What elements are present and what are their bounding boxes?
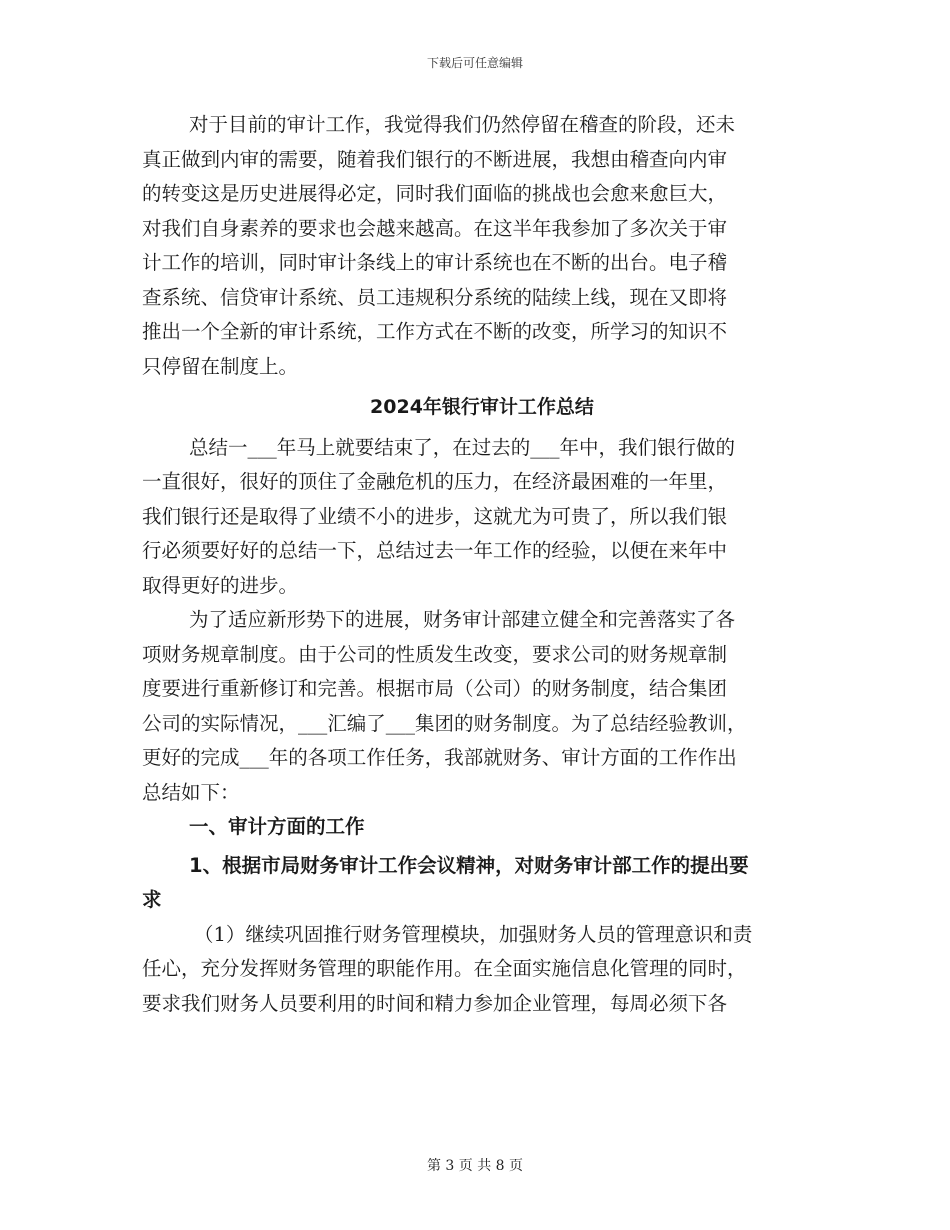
text-line: 要求我们财务人员要利用的时间和精力参加企业管理，每周必须下各	[142, 991, 728, 1015]
text-line: 项财务规章制度。由于公司的性质发生改变，要求公司的财务规章制	[142, 642, 728, 666]
document-body	[142, 108, 822, 1021]
text-line: 公司的实际情况，___汇编了___集团的财务制度。为了总结经验教训，	[142, 711, 747, 735]
text-line: 行必须要好好的总结一下，总结过去一年工作的经验，以便在来年中	[142, 539, 728, 562]
paragraph-finance-rules	[142, 603, 822, 810]
text-line: 为了适应新形势下的进展，财务审计部建立健全和完善落实了各	[189, 608, 736, 631]
paragraph-audit-reflection	[142, 108, 822, 384]
subsection-heading	[142, 849, 822, 918]
page-number: 第 3 页 共 8 页	[426, 1158, 524, 1174]
text-line: 一直很好，很好的顶住了金融危机的压力，在经济最困难的一年里，	[142, 470, 728, 493]
text-line: 推出一个全新的审计系统，工作方式在不断的改变，所学习的知识不	[142, 320, 728, 343]
text-line: 的转变这是历史进展得必定，同时我们面临的挑战也会愈来愈巨大，	[142, 182, 728, 205]
text-line: 任心，充分发挥财务管理的职能作用。在全面实施信息化管理的同时，	[142, 957, 747, 980]
text-line: 我们银行还是取得了业绩不小的进步，这就尤为可贵了，所以我们银	[142, 504, 728, 528]
document-title: 2024年银行审计工作总结	[370, 396, 594, 418]
text-line: 查系统、信贷审计系统、员工违规积分系统的陆续上线，现在又即将	[142, 285, 728, 309]
text-line: 更好的完成___年的各项工作任务，我部就财务、审计方面的工作作出	[142, 746, 737, 769]
text-line: 只停留在制度上。	[142, 354, 299, 378]
paragraph-item-1	[142, 918, 822, 1022]
page-header-note: 下载后可任意编辑	[426, 56, 523, 70]
subsection-heading-line: 求	[142, 888, 162, 911]
text-line: 总结如下：	[142, 780, 240, 804]
text-line: 取得更好的进步。	[142, 573, 299, 597]
section-heading-audit-work: 一、审计方面的工作	[189, 815, 365, 838]
subsection-heading-line: 1、根据市局财务审计工作会议精神，对财务审计部工作的提出要	[189, 853, 749, 877]
text-line: 对我们自身素养的要求也会越来越高。在这半年我参加了多次关于审	[142, 216, 728, 240]
text-line: 总结一___年马上就要结束了，在过去的___年中，我们银行做的	[189, 435, 736, 459]
text-line: （1）继续巩固推行财务管理模块，加强财务人员的管理意识和责	[194, 922, 753, 946]
text-line: 对于目前的审计工作，我觉得我们仍然停留在稽查的阶段，还未	[189, 113, 736, 136]
paragraph-summary-intro	[142, 431, 822, 604]
text-line: 计工作的培训，同时审计条线上的审计系统也在不断的出台。电子稽	[142, 251, 728, 274]
text-line: 度要进行重新修订和完善。根据市局（公司）的财务制度，结合集团	[142, 677, 728, 700]
text-line: 真正做到内审的需要，随着我们银行的不断进展，我想由稽查向内审	[142, 147, 728, 171]
